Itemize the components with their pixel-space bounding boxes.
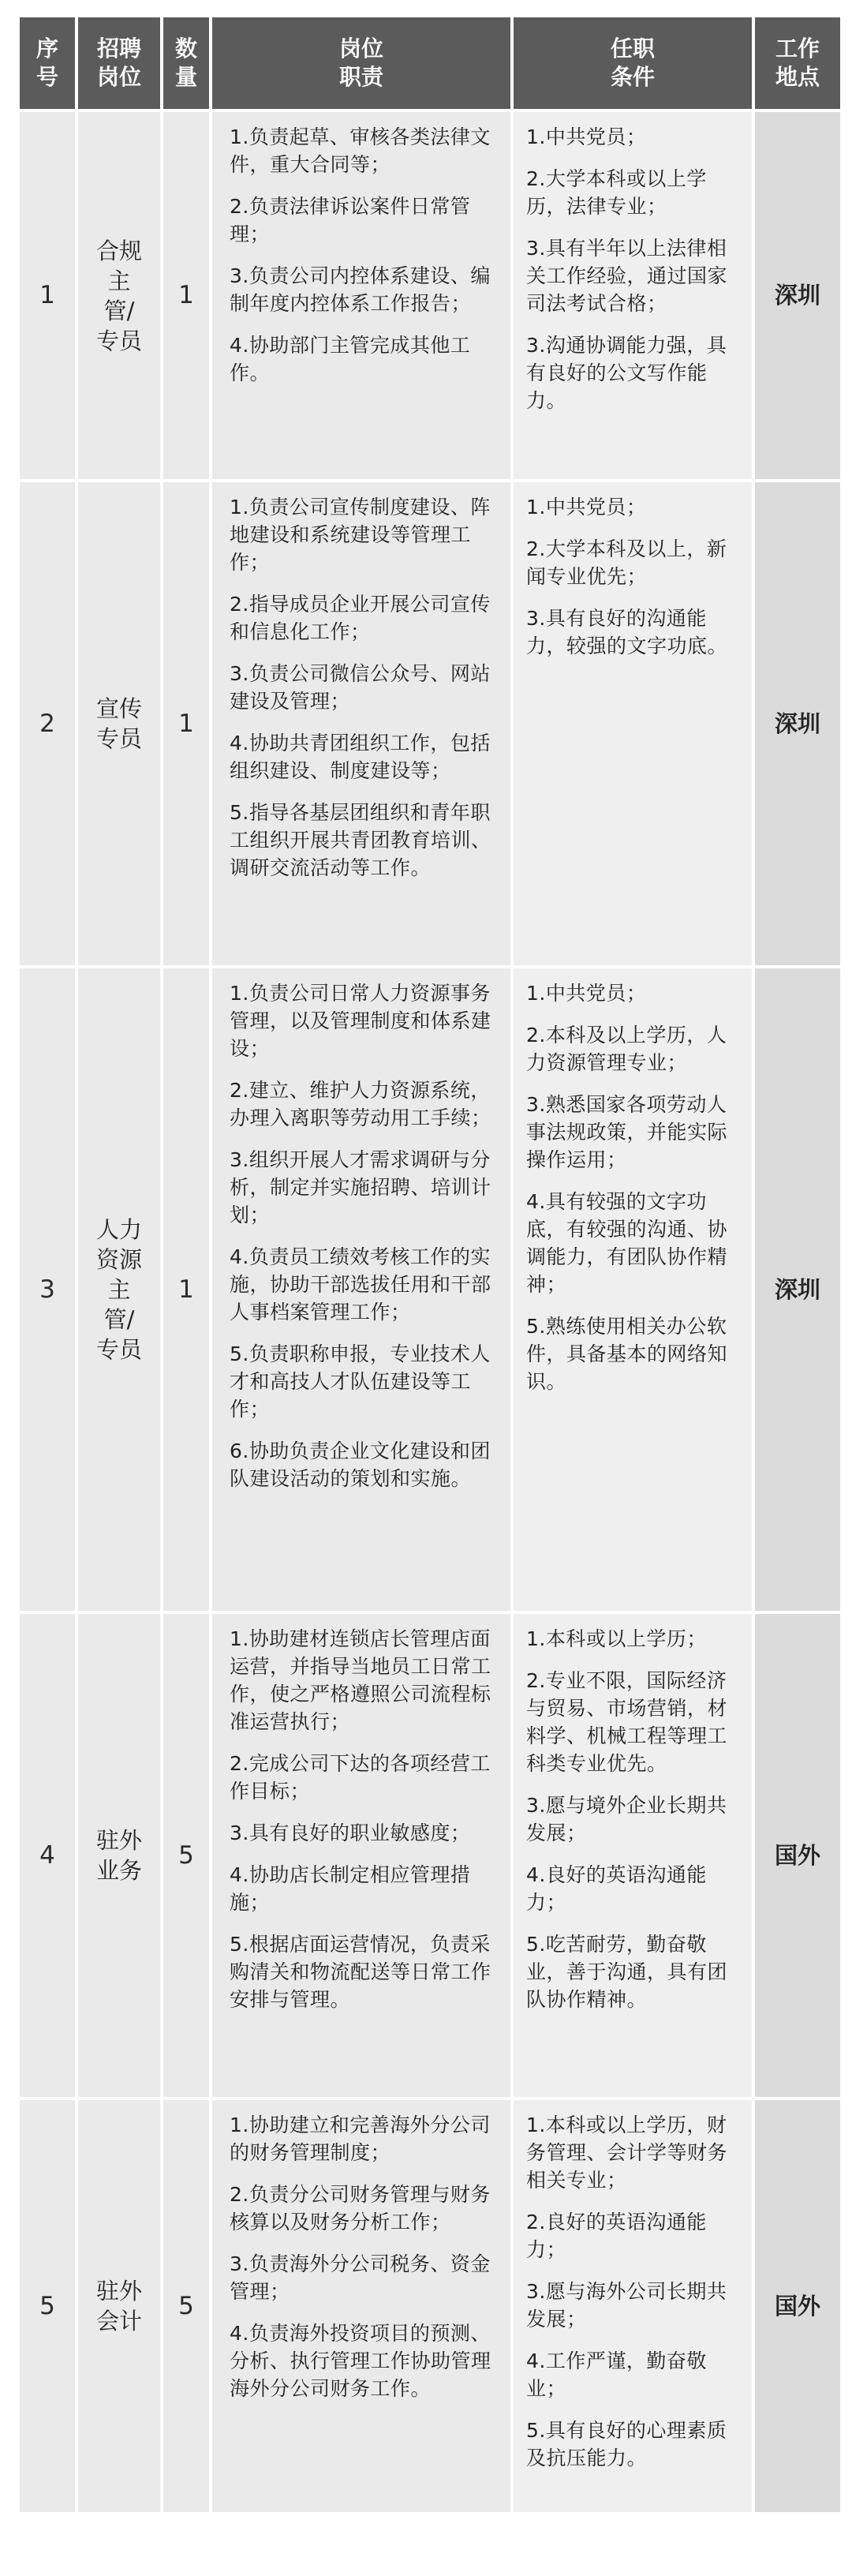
requirement-item: 3.熟悉国家各项劳动人事法规政策，并能实际操作运用； (526, 1093, 728, 1171)
duty-item: 2.完成公司下达的各项经营工作目标； (230, 1752, 491, 1803)
requirement-item: 2.良好的英语沟通能力； (526, 2211, 707, 2261)
requirement-item: 3.沟通协调能力强，具有良好的公文写作能力。 (526, 334, 727, 412)
requirements-cell (514, 112, 752, 479)
position-title (78, 968, 160, 1611)
row-count: 1 (163, 112, 209, 479)
header-requirements: 任职条件 (514, 17, 752, 109)
position-title (78, 112, 160, 479)
requirement-item: 5.吃苦耐劳，勤奋敬业，善于沟通，具有团队协作精神。 (526, 1933, 728, 2011)
row-count: 5 (163, 2100, 209, 2512)
requirement-item: 1.中共党员； (526, 982, 647, 1005)
header-position: 招聘岗位 (78, 17, 160, 109)
work-location: 国外 (755, 1614, 840, 2097)
position-title-text: 宣传专员 (95, 695, 142, 752)
duty-item: 4.协助共青团组织工作，包括组织建设、制度建设等； (230, 732, 491, 782)
requirement-item: 3.具有良好的沟通能力，较强的文字功底。 (526, 607, 728, 657)
duty-item: 2.指导成员企业开展公司宣传和信息化工作； (230, 593, 491, 643)
requirement-item: 4.具有较强的文字功底，有较强的沟通、协调能力，有团队协作精神； (526, 1190, 728, 1296)
header-location: 工作地点 (755, 17, 840, 109)
requirement-item: 3.具有半年以上法律相关工作经验，通过国家司法考试合格； (526, 237, 728, 315)
duty-item: 1.协助建材连锁店长管理店面运营，并指导当地员工日常工作，使之严格遵照公司流程标准运营执行； (230, 1627, 491, 1733)
work-location: 深圳 (755, 112, 840, 479)
position-title (78, 482, 160, 965)
requirements-cell (514, 1614, 752, 2097)
duty-item: 3.组织开展人才需求调研与分析，制定并实施招聘、培训计划； (230, 1148, 491, 1226)
position-title (78, 1614, 160, 2097)
row-count: 1 (163, 968, 209, 1611)
duty-item: 4.负责海外投资项目的预测、分析、执行管理工作协助管理海外分公司财务工作。 (230, 2322, 491, 2400)
position-title-text: 人力资源主管/专员 (95, 1216, 142, 1363)
duty-item: 3.负责海外分公司税务、资金管理； (230, 2252, 491, 2303)
duty-item: 1.协助建立和完善海外分公司的财务管理制度； (230, 2114, 491, 2164)
duty-item: 4.协助店长制定相应管理措施； (230, 1863, 471, 1914)
row-seq: 5 (20, 2100, 75, 2512)
position-title-text: 驻外会计 (95, 2278, 142, 2334)
requirement-item: 3.愿与境外企业长期共发展； (526, 1794, 727, 1844)
row-count: 5 (163, 1614, 209, 2097)
header-duties: 岗位职责 (212, 17, 510, 109)
duties-cell (212, 2100, 510, 2512)
row-count: 1 (163, 482, 209, 965)
requirement-item: 1.中共党员； (526, 125, 647, 148)
duty-item: 3.负责公司内控体系建设、编制年度内控体系工作报告； (230, 264, 491, 315)
row-seq: 4 (20, 1614, 75, 2097)
header-count: 数量 (163, 17, 209, 109)
recruitment-table-container (17, 14, 835, 2515)
row-seq: 1 (20, 112, 75, 479)
row-seq: 2 (20, 482, 75, 965)
table-row (20, 482, 840, 965)
duties-cell (212, 1614, 510, 2097)
duty-item: 4.负责员工绩效考核工作的实施，协助干部选拔任用和干部人事档案管理工作； (230, 1245, 491, 1324)
requirement-item: 1.中共党员； (526, 496, 647, 519)
duty-item: 2.建立、维护人力资源系统，办理入离职等劳动用工手续； (230, 1079, 491, 1129)
requirement-item: 5.熟练使用相关办公软件，具备基本的网络知识。 (526, 1315, 728, 1393)
requirement-item: 2.本科及以上学历，人力资源管理专业； (526, 1024, 727, 1074)
requirements-cell (514, 2100, 752, 2512)
requirement-item: 3.愿与海外公司长期共发展； (526, 2280, 727, 2331)
requirement-item: 5.具有良好的心理素质及抗压能力。 (526, 2419, 727, 2469)
duty-item: 1.负责公司日常人力资源事务管理，以及管理制度和体系建设； (230, 982, 491, 1060)
requirement-item: 1.本科或以上学历，财务管理、会计学等财务相关专业； (526, 2114, 728, 2192)
requirement-item: 2.专业不限，国际经济与贸易、市场营销，材料学、机械工程等理工科类专业优先。 (526, 1669, 728, 1775)
requirements-cell (514, 482, 752, 965)
work-location: 深圳 (755, 968, 840, 1611)
requirement-item: 2.大学本科及以上，新闻专业优先； (526, 537, 727, 588)
duty-item: 3.负责公司微信公众号、网站建设及管理； (230, 662, 491, 713)
position-title-text: 合规主管/专员 (95, 237, 142, 354)
duty-item: 6.协助负责企业文化建设和团队建设活动的策划和实施。 (230, 1440, 491, 1490)
table-row (20, 2100, 840, 2512)
row-seq: 3 (20, 968, 75, 1611)
position-title-text: 驻外业务 (95, 1827, 142, 1884)
duty-item: 5.根据店面运营情况，负责采购清关和物流配送等日常工作安排与管理。 (230, 1933, 491, 2011)
duties-cell (212, 112, 510, 479)
work-location: 深圳 (755, 482, 840, 965)
duty-item: 2.负责法律诉讼案件日常管理； (230, 195, 471, 245)
duty-item: 3.具有良好的职业敏感度； (230, 1822, 471, 1844)
duty-item: 1.负责起草、审核各类法律文件，重大合同等； (230, 125, 491, 176)
requirement-item: 4.良好的英语沟通能力； (526, 1863, 707, 1914)
requirement-item: 4.工作严谨，勤奋敬业； (526, 2349, 707, 2400)
duty-item: 5.指导各基层团组织和青年职工组织开展共青团教育培训、调研交流活动等工作。 (230, 801, 491, 879)
duties-cell (212, 482, 510, 965)
requirements-cell (514, 968, 752, 1611)
duty-item: 4.协助部门主管完成其他工作。 (230, 334, 471, 384)
table-row (20, 1614, 840, 2097)
table-row (20, 112, 840, 479)
header-seq: 序号 (20, 17, 75, 109)
duty-item: 5.负责职称申报，专业技术人才和高技人才队伍建设等工作； (230, 1342, 491, 1421)
recruitment-table (17, 14, 843, 2515)
duties-cell (212, 968, 510, 1611)
requirement-item: 2.大学本科或以上学历，法律专业； (526, 167, 707, 218)
duty-item: 2.负责分公司财务管理与财务核算以及财务分析工作； (230, 2183, 491, 2233)
table-header (20, 17, 840, 109)
table-body (20, 112, 840, 2512)
duty-item: 1.负责公司宣传制度建设、阵地建设和系统建设等管理工作； (230, 496, 491, 574)
work-location: 国外 (755, 2100, 840, 2512)
table-row (20, 968, 840, 1611)
position-title (78, 2100, 160, 2512)
requirement-item: 1.本科或以上学历； (526, 1627, 707, 1650)
header-row (20, 17, 840, 109)
